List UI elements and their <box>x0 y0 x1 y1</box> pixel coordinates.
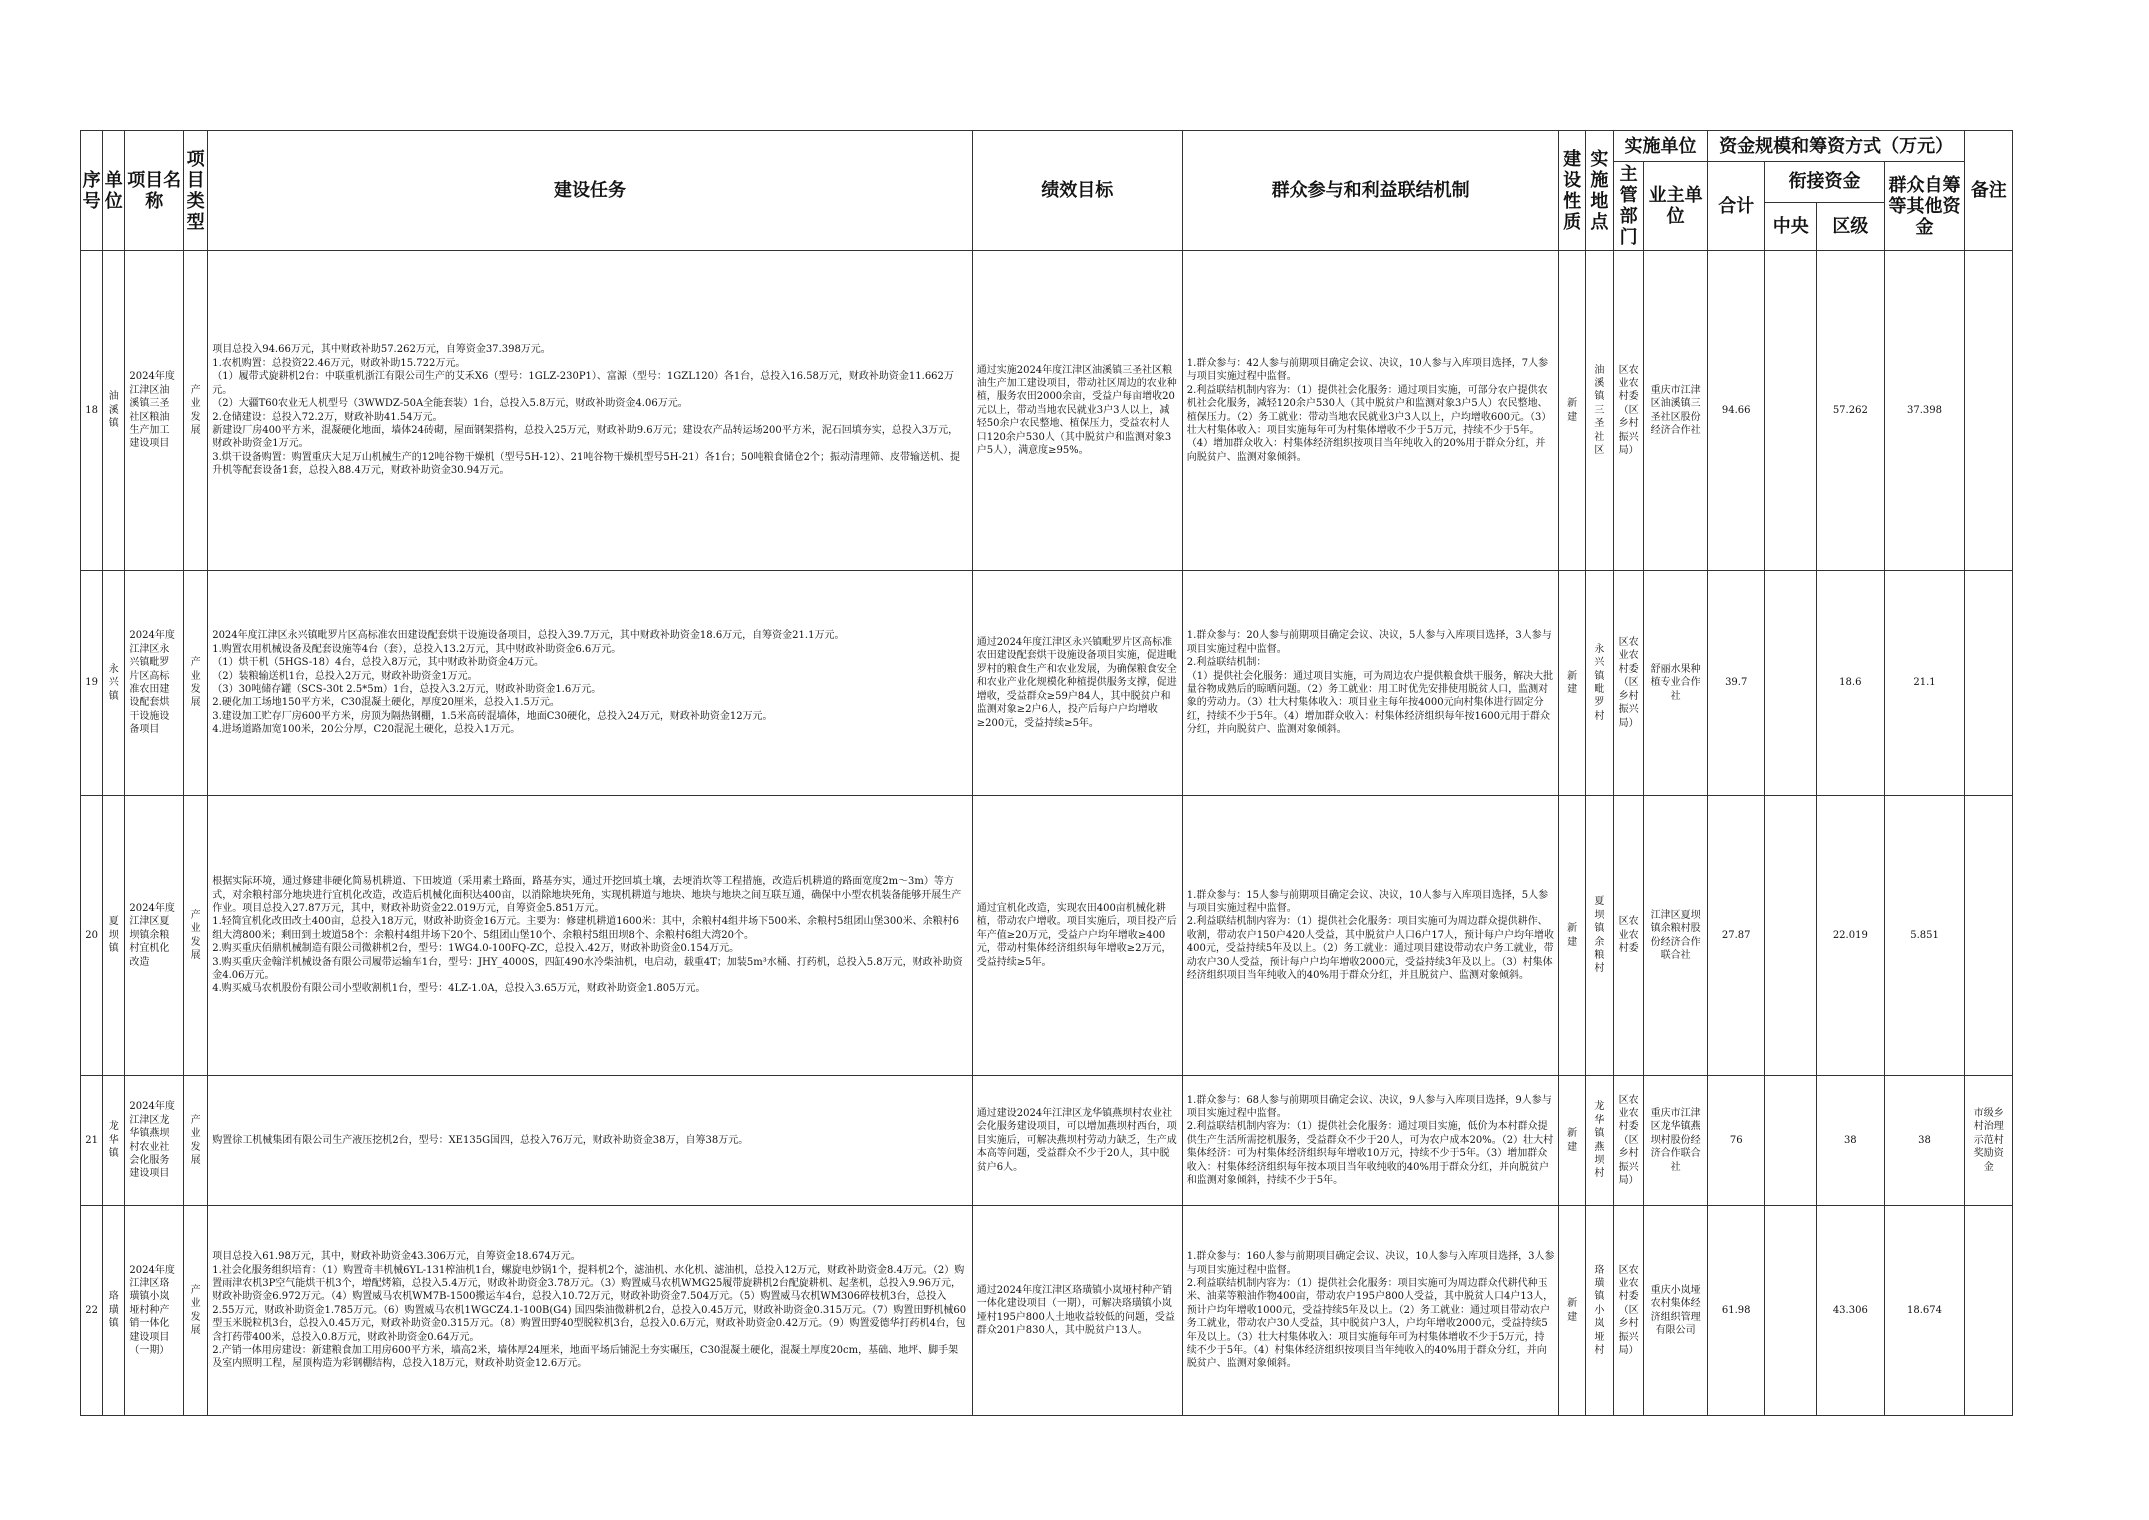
cell-mechanism: 1.群众参与：68人参与前期项目确定会议、决议，9人参与入库项目选择，9人参与项目实施过程中监督。 2.利益联结机制内容为：（1）提供社会化服务：通过项目实施，低价为本村群众提供生产生活所需挖机服务，受益群众不少于20人，可为农户成本20%。（2）壮大村集体经济：可为村集体经济组织每年增收10万元，持续不少于5年。（3）增加群众收入：村集体经济组织每年按本项目当年收纯收的40%用于群众分红，并向脱贫户和监测对象倾斜，持续不少于5年。 <box>1182 1076 1559 1206</box>
cell-district: 43.306 <box>1816 1206 1884 1416</box>
cell-location: 夏坝镇余粮村 <box>1585 796 1613 1076</box>
cell-remark: 市级乡村治理示范村奖励资金 <box>1965 1076 2013 1206</box>
cell-unit: 龙华镇 <box>103 1076 125 1206</box>
header-goal: 绩效目标 <box>972 131 1182 251</box>
header-seq: 序号 <box>81 131 103 251</box>
header-district: 区级 <box>1816 202 1884 250</box>
cell-project-type: 产业发展 <box>183 1076 207 1206</box>
cell-task: 2024年度江津区永兴镇毗罗片区高标准农田建设配套烘干设施设备项目，总投入39.7万元，其中财政补助资金18.6万元，自筹资金21.1万元。 1.购置农用机械设备及配套设施等4台（套），总投入13.2万元，其中财政补助资金6.6万元。 （1）烘干机（5HGS-18）4台，总投入8万元，其中财政补助资金4万元。 （2）装粮输送机1台，总投入2万元，财政补助资金1万元。 （3）30吨储存罐（SCS-30t 2.5*5m）1台，总投入3.2万元，财政补助资金1.6万元。 2.硬化加工场地150平方米，C30混凝土硬化，厚度20厘米，总投入1.5万元。 3.建设加工贮存厂房600平方米，房顶为隔热钢棚，1.5米高砖混墙体，地面C30硬化，总投入24万元，财政补助资金12万元。 4.进场道路加宽100米，20公分厚，C20混泥土硬化，总投入1万元。 <box>208 571 973 796</box>
cell-goal: 通过实施2024年度江津区油溪镇三圣社区粮油生产加工建设项目，带动社区周边的农业种植，服务农田2000余亩，受益户每亩增收20元以上，带动当地农民就业3户3人以上，减轻50余户农民整地、植保压力，受益农村人口120余户530人（其中脱贫户和监测对象3户5人），满意度≥95%。 <box>972 251 1182 571</box>
header-mechanism: 群众参与和利益联结机制 <box>1182 131 1559 251</box>
cell-unit: 永兴镇 <box>103 571 125 796</box>
table-row <box>81 1206 2013 1416</box>
table-row <box>81 1076 2013 1206</box>
cell-owner: 舒丽水果种植专业合作社 <box>1644 571 1708 796</box>
cell-self: 38 <box>1884 1076 1965 1206</box>
cell-district: 18.6 <box>1816 571 1884 796</box>
header-central: 中央 <box>1765 202 1817 250</box>
cell-location: 油溪镇三圣社区 <box>1585 251 1613 571</box>
header-task: 建设任务 <box>208 131 973 251</box>
table-row <box>81 571 2013 796</box>
cell-goal: 通过2024年度江津区珞璜镇小岚垭村种产销一体化建设项目（一期），可解决珞璜镇小岚垭村195户800人土地收益较低的问题，受益群众201户830人，其中脱贫户13人。 <box>972 1206 1182 1416</box>
header-remark: 备注 <box>1965 131 2013 251</box>
cell-seq: 18 <box>81 251 103 571</box>
cell-supervisor: 区农业农村委（区乡村振兴局） <box>1614 1206 1644 1416</box>
cell-mechanism: 1.群众参与：160人参与前期项目确定会议、决议，10人参与入库项目选择，3人参与项目实施过程中监督。 2.利益联结机制内容为：（1）提供社会化服务：项目实施可为周边群众代耕代种玉米、油菜等粮油作物400亩，带动农户195户800人受益，其中脱贫人口4户13人，预计户均年增收1000元，受益持续5年及以上。（2）务工就业：通过项目带动农户务工就业，带动农户30人受益，其中脱贫户3人，户均年增收2000元，受益持续5年及以上。（3）壮大村集体收入：项目实施每年可为村集体增收不少于5万元，持续不少于5年。（4）村集体经济组织按项目当年纯收入的40%用于群众分红，并向脱贫户、监测对象倾斜。 <box>1182 1206 1559 1416</box>
cell-self: 18.674 <box>1884 1206 1965 1416</box>
cell-total: 94.66 <box>1707 251 1765 571</box>
cell-central <box>1765 251 1817 571</box>
cell-remark <box>1965 571 2013 796</box>
cell-central <box>1765 1076 1817 1206</box>
cell-central <box>1765 1206 1817 1416</box>
cell-seq: 20 <box>81 796 103 1076</box>
cell-owner: 江津区夏坝镇余粮村股份经济合作联合社 <box>1644 796 1708 1076</box>
cell-total: 39.7 <box>1707 571 1765 796</box>
cell-location: 永兴镇毗罗村 <box>1585 571 1613 796</box>
table-row <box>81 251 2013 571</box>
header-location: 实施地点 <box>1585 131 1613 251</box>
cell-task: 购置徐工机械集团有限公司生产液压挖机2台，型号：XE135G国四，总投入76万元，财政补助资金38万，自筹38万元。 <box>208 1076 973 1206</box>
cell-self: 37.398 <box>1884 251 1965 571</box>
cell-supervisor: 区农业农村委（区乡村振兴局） <box>1614 251 1644 571</box>
cell-mechanism: 1.群众参与：20人参与前期项目确定会议、决议，5人参与入库项目选择，3人参与项目实施过程中监督。 2.利益联结机制： （1）提供社会化服务：通过项目实施，可为周边农户提供粮食烘干服务，解决大批量谷物成熟后的晾晒问题。（2）务工就业：用工时优先安排使用脱贫人口，监测对象的劳动力。（3）壮大村集体收入：项目业主每年按4000元向村集体进行固定分红，持续不少于5年。（4）增加群众收入：村集体经济组织每年按1600元用于群众分红，并向脱贫户、监测对象倾斜。 <box>1182 571 1559 796</box>
cell-district: 38 <box>1816 1076 1884 1206</box>
cell-supervisor: 区农业农村委（区乡村振兴局） <box>1614 1076 1644 1206</box>
cell-goal: 通过建设2024年江津区龙华镇燕坝村农业社会化服务建设项目，可以增加燕坝村西台，项目实施后，可解决燕坝村劳动力缺乏，生产成本高等问题，受益群众不少于20人，其中脱贫户6人。 <box>972 1076 1182 1206</box>
cell-unit: 油溪镇 <box>103 251 125 571</box>
cell-self: 5.851 <box>1884 796 1965 1076</box>
cell-project-type: 产业发展 <box>183 571 207 796</box>
cell-project-name: 2024年度江津区夏坝镇余粮村宜机化改造 <box>125 796 184 1076</box>
cell-remark <box>1965 1206 2013 1416</box>
cell-self: 21.1 <box>1884 571 1965 796</box>
project-table <box>80 130 2013 1416</box>
cell-remark <box>1965 251 2013 571</box>
cell-project-type: 产业发展 <box>183 796 207 1076</box>
cell-central <box>1765 796 1817 1076</box>
cell-task: 项目总投入94.66万元，其中财政补助57.262万元，自筹资金37.398万元。 1.农机购置：总投资22.46万元，财政补助15.722万元。 （1）履带式旋耕机2台：中联重机浙江有限公司生产的艾禾X6（型号：1GLZ-230P1）、富源（型号：1GZL120）各1台，总投入16.58万元，财政补助资金11.662万元。 （2）大疆T60农业无人机型号（3WWDZ-50A全能套装）1台，总投入5.8万元，财政补助资金4.06万元。 2.仓储建设：总投入72.2万，财政补助41.54万元。 新建设厂房400平方米，混凝硬化地面，墙体24砖砌，屋面钢架搭构，总投入25万元，财政补助9.6万元；建设农产品转运场200平方米，泥石回填夯实，总投入3万元，财政补助资金1万元。 3.烘干设备购置：购置重庆大足万山机械生产的12吨谷物干燥机（型号5H-12）、21吨谷物干燥机型号5H-21）各1台；50吨粮食储仓2个；振动清理筛、皮带输送机、提升机等配套设备1套，总投入88.4万元，财政补助资金30.94万元。 <box>208 251 973 571</box>
cell-remark <box>1965 796 2013 1076</box>
header-project-name: 项目名称 <box>125 131 184 251</box>
cell-district: 57.262 <box>1816 251 1884 571</box>
cell-unit: 夏坝镇 <box>103 796 125 1076</box>
cell-task: 项目总投入61.98万元，其中，财政补助资金43.306万元，自筹资金18.674万元。 1.社会化服务组织培育：（1）购置奇丰机械6YL-131榨油机1台，螺旋电炒锅1个，提料机2个，滤油机、水化机、滤油机，总投入12万元，财政补助资金8.4万元。（2）购置雨津农机3P空气能烘干机3个，增配烤箱，总投入5.4万元，财政补助资金3.78万元。（3）购置威马农机WMG25履带旋耕机2台配旋耕机、起垄机，总投入9.96万元，财政补助资金6.972万元。（4）购置威马农机WM7B-1500搬运车4台，总投入10.72万元，财政补助资金7.504万元。（5）购置威马农机WM306碎枝机3台，总投入2.55万元，财政补助资金1.785万元。（6）购置威马农机1WGCZ4.1-100B(G4) 国四柴油微耕机2台，总投入0.45万元，财政补助资金0.315万元。（7）购置田野机械60型玉米脱粒机3台，总投入0.45万元，财政补助资金0.315万元。（8）购置田野40型脱粒机3台，总投入0.6万元，财政补助资金0.42万元。（9）购置爱德华打药机4台，包含打药带400米，总投入0.8万元，财政补助资金0.64万元。 2.产销一体用房建设：新建粮食加工用房600平方米，墙高2米，墙体厚24厘米，地面平场后铺泥土夯实碾压，C30混凝土硬化，混凝土厚度20cm，基础、地坪、脚手架及室内照明工程，屋顶构造为彩钢棚结构，总投入18万元，财政补助资金12.6万元。 <box>208 1206 973 1416</box>
cell-owner: 重庆小岚垭农村集体经济组织管理有限公司 <box>1644 1206 1708 1416</box>
cell-project-name: 2024年度江津区油溪镇三圣社区粮油生产加工建设项目 <box>125 251 184 571</box>
header-funding: 资金规模和筹资方式（万元） <box>1707 131 1965 162</box>
header-unit: 单位 <box>103 131 125 251</box>
cell-nature: 新建 <box>1559 571 1585 796</box>
header-nature: 建设性质 <box>1559 131 1585 251</box>
cell-nature: 新建 <box>1559 796 1585 1076</box>
cell-project-name: 2024年度江津区永兴镇毗罗片区高标准农田建设配套烘干设施设备项目 <box>125 571 184 796</box>
cell-task: 根据实际环境，通过修建非硬化简易机耕道、下田坡道（采用素土路面，路基夯实，通过开挖回填土壤，去埂消坎等工程措施，改造后机耕道的路面宽度2m～3m）等方式，对余粮村部分地块进行宜机化改造，改造后机械化面积达400亩，以消除地块死角，实现机耕道与地块、地块与地块之间互联互通，确保中小型农机装备能够开展生产作业。项目总投入27.87万元，其中，财政补助资金22.019万元，自筹资金5.851万元。 1.轻简宜机化改田改土400亩，总投入18万元，财政补助资金16万元。主要为：修建机耕道1600米：其中，余粮村4组井场下500米、余粮村5组团山堡300米、余粮村6组大湾800米；剩田到土坡道58个：余粮村4组井场下20个、5组团山堡10个、余粮村5组田坝8个、余粮村6组大湾20个。 2.购买重庆佰鼎机械制造有限公司微耕机2台，型号：1WG4.0-100FQ-ZC，总投入.42万，财政补助资金0.154万元。 3.购买重庆金翰洋机械设备有限公司履带运输车1台，型号：JHY_4000S，四缸490水冷柴油机，电启动，载重4T；加装5m³水桶、打药机，总投入5.8万元，财政补助资金4.06万元。 4.购买威马农机股份有限公司小型收割机1台，型号：4LZ-1.0A，总投入3.65万元，财政补助资金1.805万元。 <box>208 796 973 1076</box>
cell-owner: 重庆市江津区龙华镇燕坝村股份经济合作联合社 <box>1644 1076 1708 1206</box>
header-total: 合计 <box>1707 162 1765 251</box>
cell-nature: 新建 <box>1559 1076 1585 1206</box>
cell-project-type: 产业发展 <box>183 251 207 571</box>
cell-total: 61.98 <box>1707 1206 1765 1416</box>
cell-unit: 珞璜镇 <box>103 1206 125 1416</box>
cell-goal: 通过宜机化改造，实现农田400亩机械化耕植，带动农户增收。项目实施后，项目投产后年产值≥20万元，受益户户均年增收≥400元，带动村集体经济组织每年增收≥2万元，受益持续≥5年。 <box>972 796 1182 1076</box>
header-linkage: 衔接资金 <box>1765 162 1884 203</box>
cell-project-name: 2024年度江津区龙华镇燕坝村农业社会化服务建设项目 <box>125 1076 184 1206</box>
cell-total: 76 <box>1707 1076 1765 1206</box>
cell-seq: 22 <box>81 1206 103 1416</box>
header-self-raised: 群众自筹等其他资金 <box>1884 162 1965 251</box>
cell-nature: 新建 <box>1559 1206 1585 1416</box>
cell-owner: 重庆市江津区油溪镇三圣社区股份经济合作社 <box>1644 251 1708 571</box>
cell-location: 珞璜镇小岚垭村 <box>1585 1206 1613 1416</box>
cell-nature: 新建 <box>1559 251 1585 571</box>
cell-supervisor: 区农业农村委（区乡村振兴局） <box>1614 571 1644 796</box>
header-project-type: 项目类型 <box>183 131 207 251</box>
table-row <box>81 796 2013 1076</box>
cell-mechanism: 1.群众参与：42人参与前期项目确定会议、决议，10人参与入库项目选择，7人参与项目实施过程中监督。 2.利益联结机制内容为：（1）提供社会化服务：通过项目实施，可部分农户提供农机社会化服务，减轻120余户530人（其中脱贫户和监测对象3户5人）农民整地、植保压力。（2）务工就业：带动当地农民就业3户3人以上，户均增收600元。（3）壮大村集体收入：项目实施每年可为村集体增收不少于5万元，持续不少于5年。（4）增加群众收入：村集体经济组织按项目当年纯收入的20%用于群众分红，并向脱贫户、监测对象倾斜。 <box>1182 251 1559 571</box>
header-impl-unit: 实施单位 <box>1614 131 1708 162</box>
cell-project-name: 2024年度江津区珞璜镇小岚垭村种产销一体化建设项目（一期） <box>125 1206 184 1416</box>
header-supervisor: 主管部门 <box>1614 162 1644 251</box>
cell-seq: 19 <box>81 571 103 796</box>
cell-supervisor: 区农业农村委 <box>1614 796 1644 1076</box>
cell-goal: 通过2024年度江津区永兴镇毗罗片区高标准农田建设配套烘干设施设备项目实施，促进毗罗村的粮食生产和农业发展，为确保粮食安全和农业产业化规模化种植提供服务支撑，促进增收，受益群众≥59户84人，其中脱贫户和监测对象≥2户6人，投产后每户户均增收≥200元，受益持续≥5年。 <box>972 571 1182 796</box>
cell-seq: 21 <box>81 1076 103 1206</box>
cell-mechanism: 1.群众参与：15人参与前期项目确定会议、决议，10人参与入库项目选择，5人参与项目实施过程中监督。 2.利益联结机制内容为：（1）提供社会化服务：项目实施可为周边群众提供耕作、收割，带动农户150户420人受益，其中脱贫户人口6户17人，预计每户户均年增收400元，受益持续5年及以上。（2）务工就业：通过项目建设带动农户务工就业，带动农户30人受益，预计每户户均年增收2000元，受益持续3年及以上。（3）村集体经济组织项目当年纯收入的40%用于群众分红，并且脱贫户、监测对象倾斜。 <box>1182 796 1559 1076</box>
cell-central <box>1765 571 1817 796</box>
cell-project-type: 产业发展 <box>183 1206 207 1416</box>
cell-district: 22.019 <box>1816 796 1884 1076</box>
header-owner: 业主单位 <box>1644 162 1708 251</box>
cell-total: 27.87 <box>1707 796 1765 1076</box>
cell-location: 龙华镇燕坝村 <box>1585 1076 1613 1206</box>
